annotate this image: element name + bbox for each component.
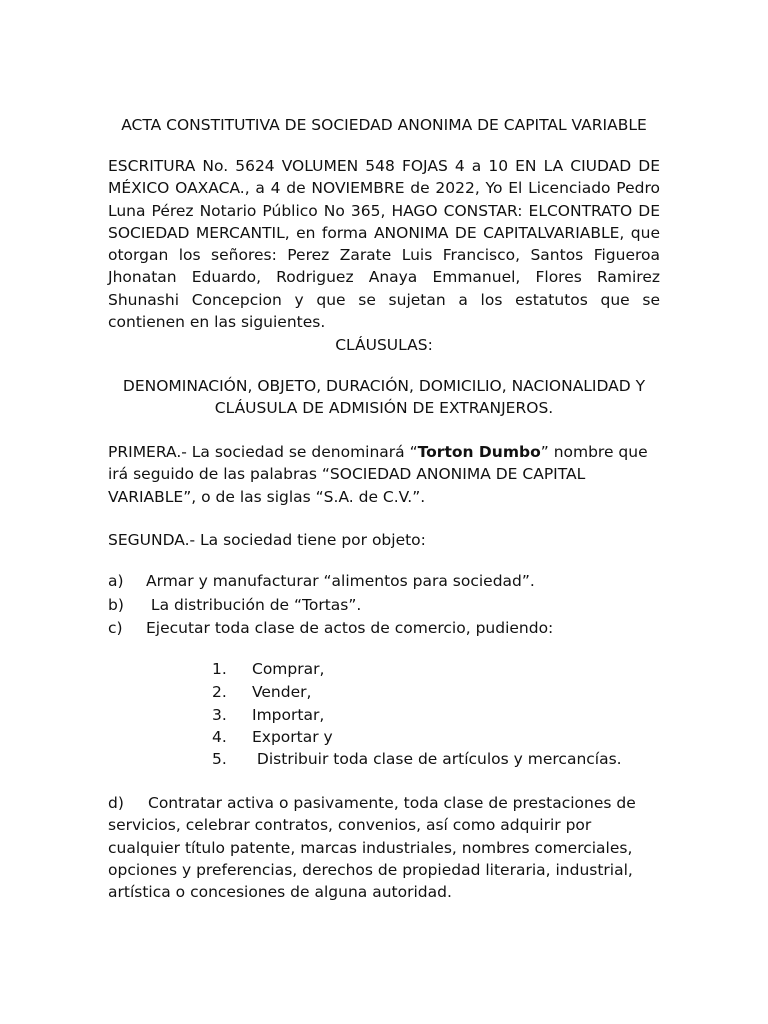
list-item xyxy=(108,594,660,616)
item-d-text: Contratar activa o pasivamente, toda clase de prestaciones de servicios, celebrar contratos, convenios, así como adquirir por cualquier título patente, marcas industriales, nombres comerciales, opciones y preferencias, derechos de propiedad literaria, industrial, artística o concesiones de alguna autoridad. xyxy=(108,794,636,902)
list-item-text: Armar y manufacturar “alimentos para sociedad”. xyxy=(146,572,535,590)
numbered-marker: 3. xyxy=(212,706,227,724)
numbered-item-text: Comprar, xyxy=(252,660,325,678)
list-item-text: Ejecutar toda clase de actos de comercio, pudiendo: xyxy=(146,619,554,637)
numbered-item-text: Importar, xyxy=(252,706,325,724)
list-item xyxy=(108,617,660,639)
section-heading-line1: DENOMINACIÓN, OBJETO, DURACIÓN, DOMICILIO, NACIONALIDAD Y xyxy=(122,377,646,395)
intro-paragraph: ESCRITURA No. 5624 VOLUMEN 548 FOJAS 4 a 10 EN LA CIUDAD DE MÉXICO OAXACA., a 4 de NOVIEMBRE de 2022, Yo El Licenciado Pedro Luna Pérez Notario Público No 365, HAGO CONSTAR: ELCONTRATO DE SOCIEDAD MERCANTIL, en forma ANONIMA DE CAPITALVARIABLE, que otorgan los señores: Perez Zarate Luis Francisco, Santos Figueroa Jhonatan Eduardo, Rodriguez Anaya Emmanuel, Flores Ramirez Shunashi Concepcion y que se sujetan a los estatutos que se contienen en las siguientes. xyxy=(108,157,660,332)
numbered-marker: 2. xyxy=(212,683,227,701)
list-item-text: La distribución de “Tortas”. xyxy=(146,596,362,614)
section-heading-line2: CLÁUSULA DE ADMISIÓN DE EXTRANJEROS. xyxy=(214,399,554,418)
primera-clause xyxy=(108,441,660,508)
primera-prefix: PRIMERA.- La sociedad se denominará “ xyxy=(108,443,418,461)
numbered-item xyxy=(212,681,632,704)
list-marker: b) xyxy=(108,596,124,614)
primera-suffix: ” nombre que irá seguido de las palabras “SOCIEDAD ANONIMA DE CAPITAL VARIABLE”, o de las siglas “S.A. de C.V.”. xyxy=(108,443,648,506)
document-title: ACTA CONSTITUTIVA DE SOCIEDAD ANONIMA DE CAPITAL VARIABLE xyxy=(121,116,647,134)
numbered-item xyxy=(212,658,632,681)
numbered-item xyxy=(212,748,632,771)
numbered-item-text: Exportar y xyxy=(252,728,333,746)
list-marker: a) xyxy=(108,572,124,590)
numbered-item-text: Distribuir toda clase de artículos y mercancías. xyxy=(252,750,622,768)
list-item xyxy=(108,570,660,592)
numbered-marker: 5. xyxy=(212,750,227,768)
numbered-item-text: Vender, xyxy=(252,683,312,701)
numbered-item xyxy=(212,726,632,749)
section-heading xyxy=(108,375,660,420)
item-d xyxy=(108,792,664,903)
company-name: Torton Dumbo xyxy=(417,443,541,461)
numbered-marker: 1. xyxy=(212,660,227,678)
numbered-item xyxy=(212,704,632,727)
clausulas-heading: CLÁUSULAS: xyxy=(335,336,433,354)
numbered-marker: 4. xyxy=(212,728,227,746)
list-marker: d) xyxy=(108,794,124,812)
segunda-clause: SEGUNDA.- La sociedad tiene por objeto: xyxy=(108,531,426,549)
list-marker: c) xyxy=(108,619,123,637)
